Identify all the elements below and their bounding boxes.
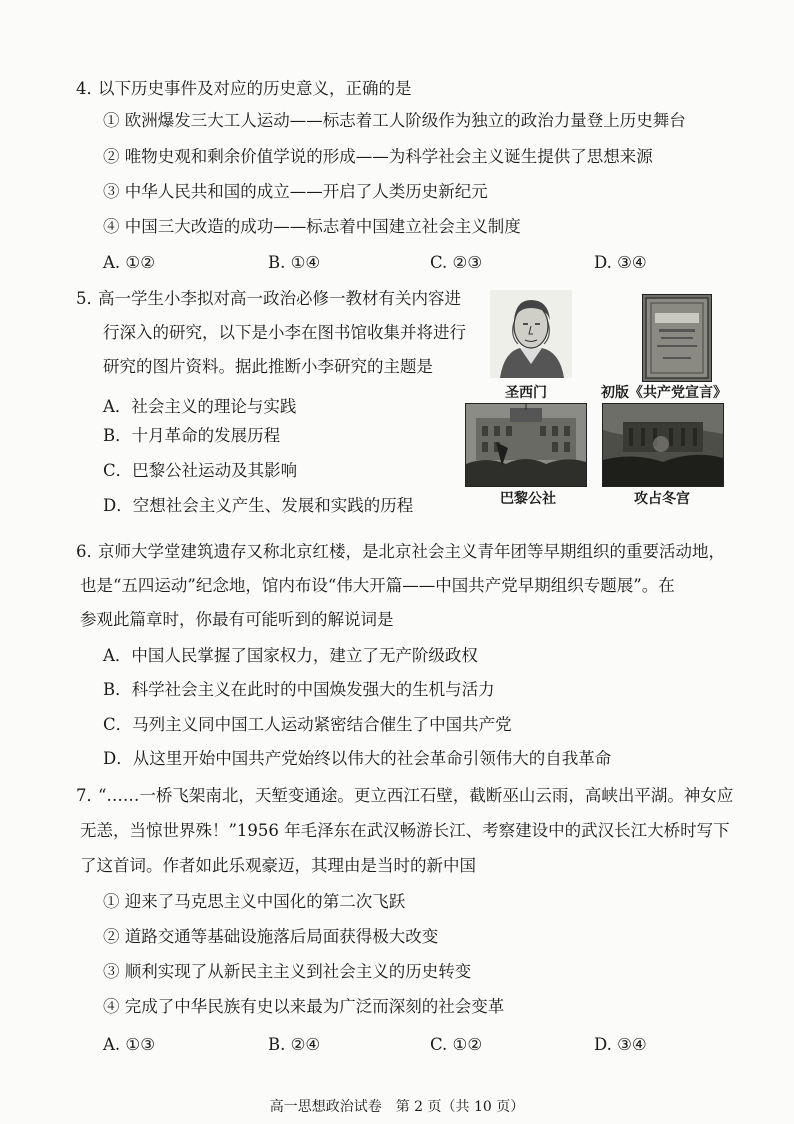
paris-commune-image	[465, 403, 587, 487]
q6-number: 6．	[76, 542, 103, 561]
q7-option-b[interactable]: B. ②④	[268, 1035, 321, 1054]
q4-option-a[interactable]: A. ①②	[103, 253, 155, 272]
q4-item-4: ④ 中国三大改造的成功——标志着中国建立社会主义制度	[103, 217, 521, 236]
caption-winter-palace: 攻占冬宫	[634, 491, 690, 507]
q4-option-b[interactable]: B. ①④	[268, 253, 321, 272]
q4-stem: 以下历史事件及对应的历史意义，正确的是	[98, 79, 412, 98]
caption-paris-commune: 巴黎公社	[500, 491, 556, 507]
q6-stem-line-2: 也是“五四运动”纪念地，馆内布设“伟大开篇——中国共产党早期组织专题展”。在	[80, 576, 675, 595]
page-footer: 高一思想政治试卷 第 2 页（共 10 页）	[269, 1099, 525, 1115]
q7-option-c[interactable]: C. ①②	[430, 1035, 483, 1054]
winter-palace-image	[602, 403, 724, 487]
q5-option-d[interactable]: D．空想社会主义产生、发展和实践的历程	[103, 496, 414, 515]
q6-stem-line-1: 京师大学堂建筑遗存又称北京红楼，是北京社会主义青年团等早期组织的重要活动地，	[98, 542, 725, 561]
q5-option-a[interactable]: A．社会主义的理论与实践	[103, 397, 297, 416]
q5-option-c[interactable]: C．巴黎公社运动及其影响	[103, 461, 298, 480]
q7-stem-line-3: 了这首词。作者如此乐观豪迈，其理由是当时的新中国	[80, 856, 476, 875]
q7-item-2: ② 道路交通等基础设施落后局面获得极大改变	[103, 927, 439, 946]
q7-options	[0, 1034, 794, 1056]
q5-stem-line-1: 高一学生小李拟对高一政治必修一教材有关内容进	[98, 289, 461, 308]
q4-item-3: ③ 中华人民共和国的成立——开启了人类历史新纪元	[103, 182, 488, 201]
q7-item-4: ④ 完成了中华民族有史以来最为广泛而深刻的社会变革	[103, 997, 505, 1016]
caption-communist-manifesto: 初版《共产党宣言》	[601, 385, 727, 401]
q6-option-d[interactable]: D．从这里开始中国共产党始终以伟大的社会革命引领伟大的自我革命	[103, 749, 612, 768]
q4-item-1: ① 欧洲爆发三大工人运动——标志着工人阶级作为独立的政治力量登上历史舞台	[103, 111, 686, 130]
q7-item-3: ③ 顺利实现了从新民主主义到社会主义的历史转变	[103, 962, 472, 981]
q6-option-a[interactable]: A．中国人民掌握了国家权力，建立了无产阶级政权	[103, 646, 478, 665]
saint-simon-portrait-image	[490, 290, 572, 378]
communist-manifesto-image	[642, 294, 712, 382]
q7-option-a[interactable]: A. ①③	[103, 1035, 155, 1054]
q7-option-d[interactable]: D. ③④	[594, 1035, 647, 1054]
q6-stem-line-3: 参观此篇章时，你最有可能听到的解说词是	[80, 610, 394, 629]
q7-stem-line-1: “……一桥飞架南北，天堑变通途。更立西江石壁，截断巫山云雨，高峡出平湖。神女应	[98, 786, 734, 805]
caption-saint-simon: 圣西门	[505, 385, 547, 401]
q4-option-d[interactable]: D. ③④	[594, 253, 647, 272]
q4-number: 4．	[76, 79, 103, 98]
q6-option-b[interactable]: B．科学社会主义在此时的中国焕发强大的生机与活力	[103, 680, 495, 699]
q4-options	[0, 252, 794, 274]
q7-number: 7．	[76, 786, 103, 805]
q5-option-b[interactable]: B．十月革命的发展历程	[103, 426, 281, 445]
q7-stem-line-2: 无恙，当惊世界殊！”1956 年毛泽东在武汉畅游长江、考察建设中的武汉长江大桥时写下	[80, 821, 730, 840]
q6-option-c[interactable]: C．马列主义同中国工人运动紧密结合催生了中国共产党	[103, 715, 512, 734]
q4-option-c[interactable]: C. ②③	[430, 253, 483, 272]
q5-stem-line-3: 研究的图片资料。据此推断小李研究的主题是	[103, 357, 433, 376]
q7-item-1: ① 迎来了马克思主义中国化的第二次飞跃	[103, 892, 406, 911]
q5-number: 5．	[76, 289, 103, 308]
q5-stem-line-2: 行深入的研究，以下是小李在图书馆收集并将进行	[103, 323, 466, 342]
q4-item-2: ② 唯物史观和剩余价值学说的形成——为科学社会主义诞生提供了思想来源	[103, 147, 653, 166]
